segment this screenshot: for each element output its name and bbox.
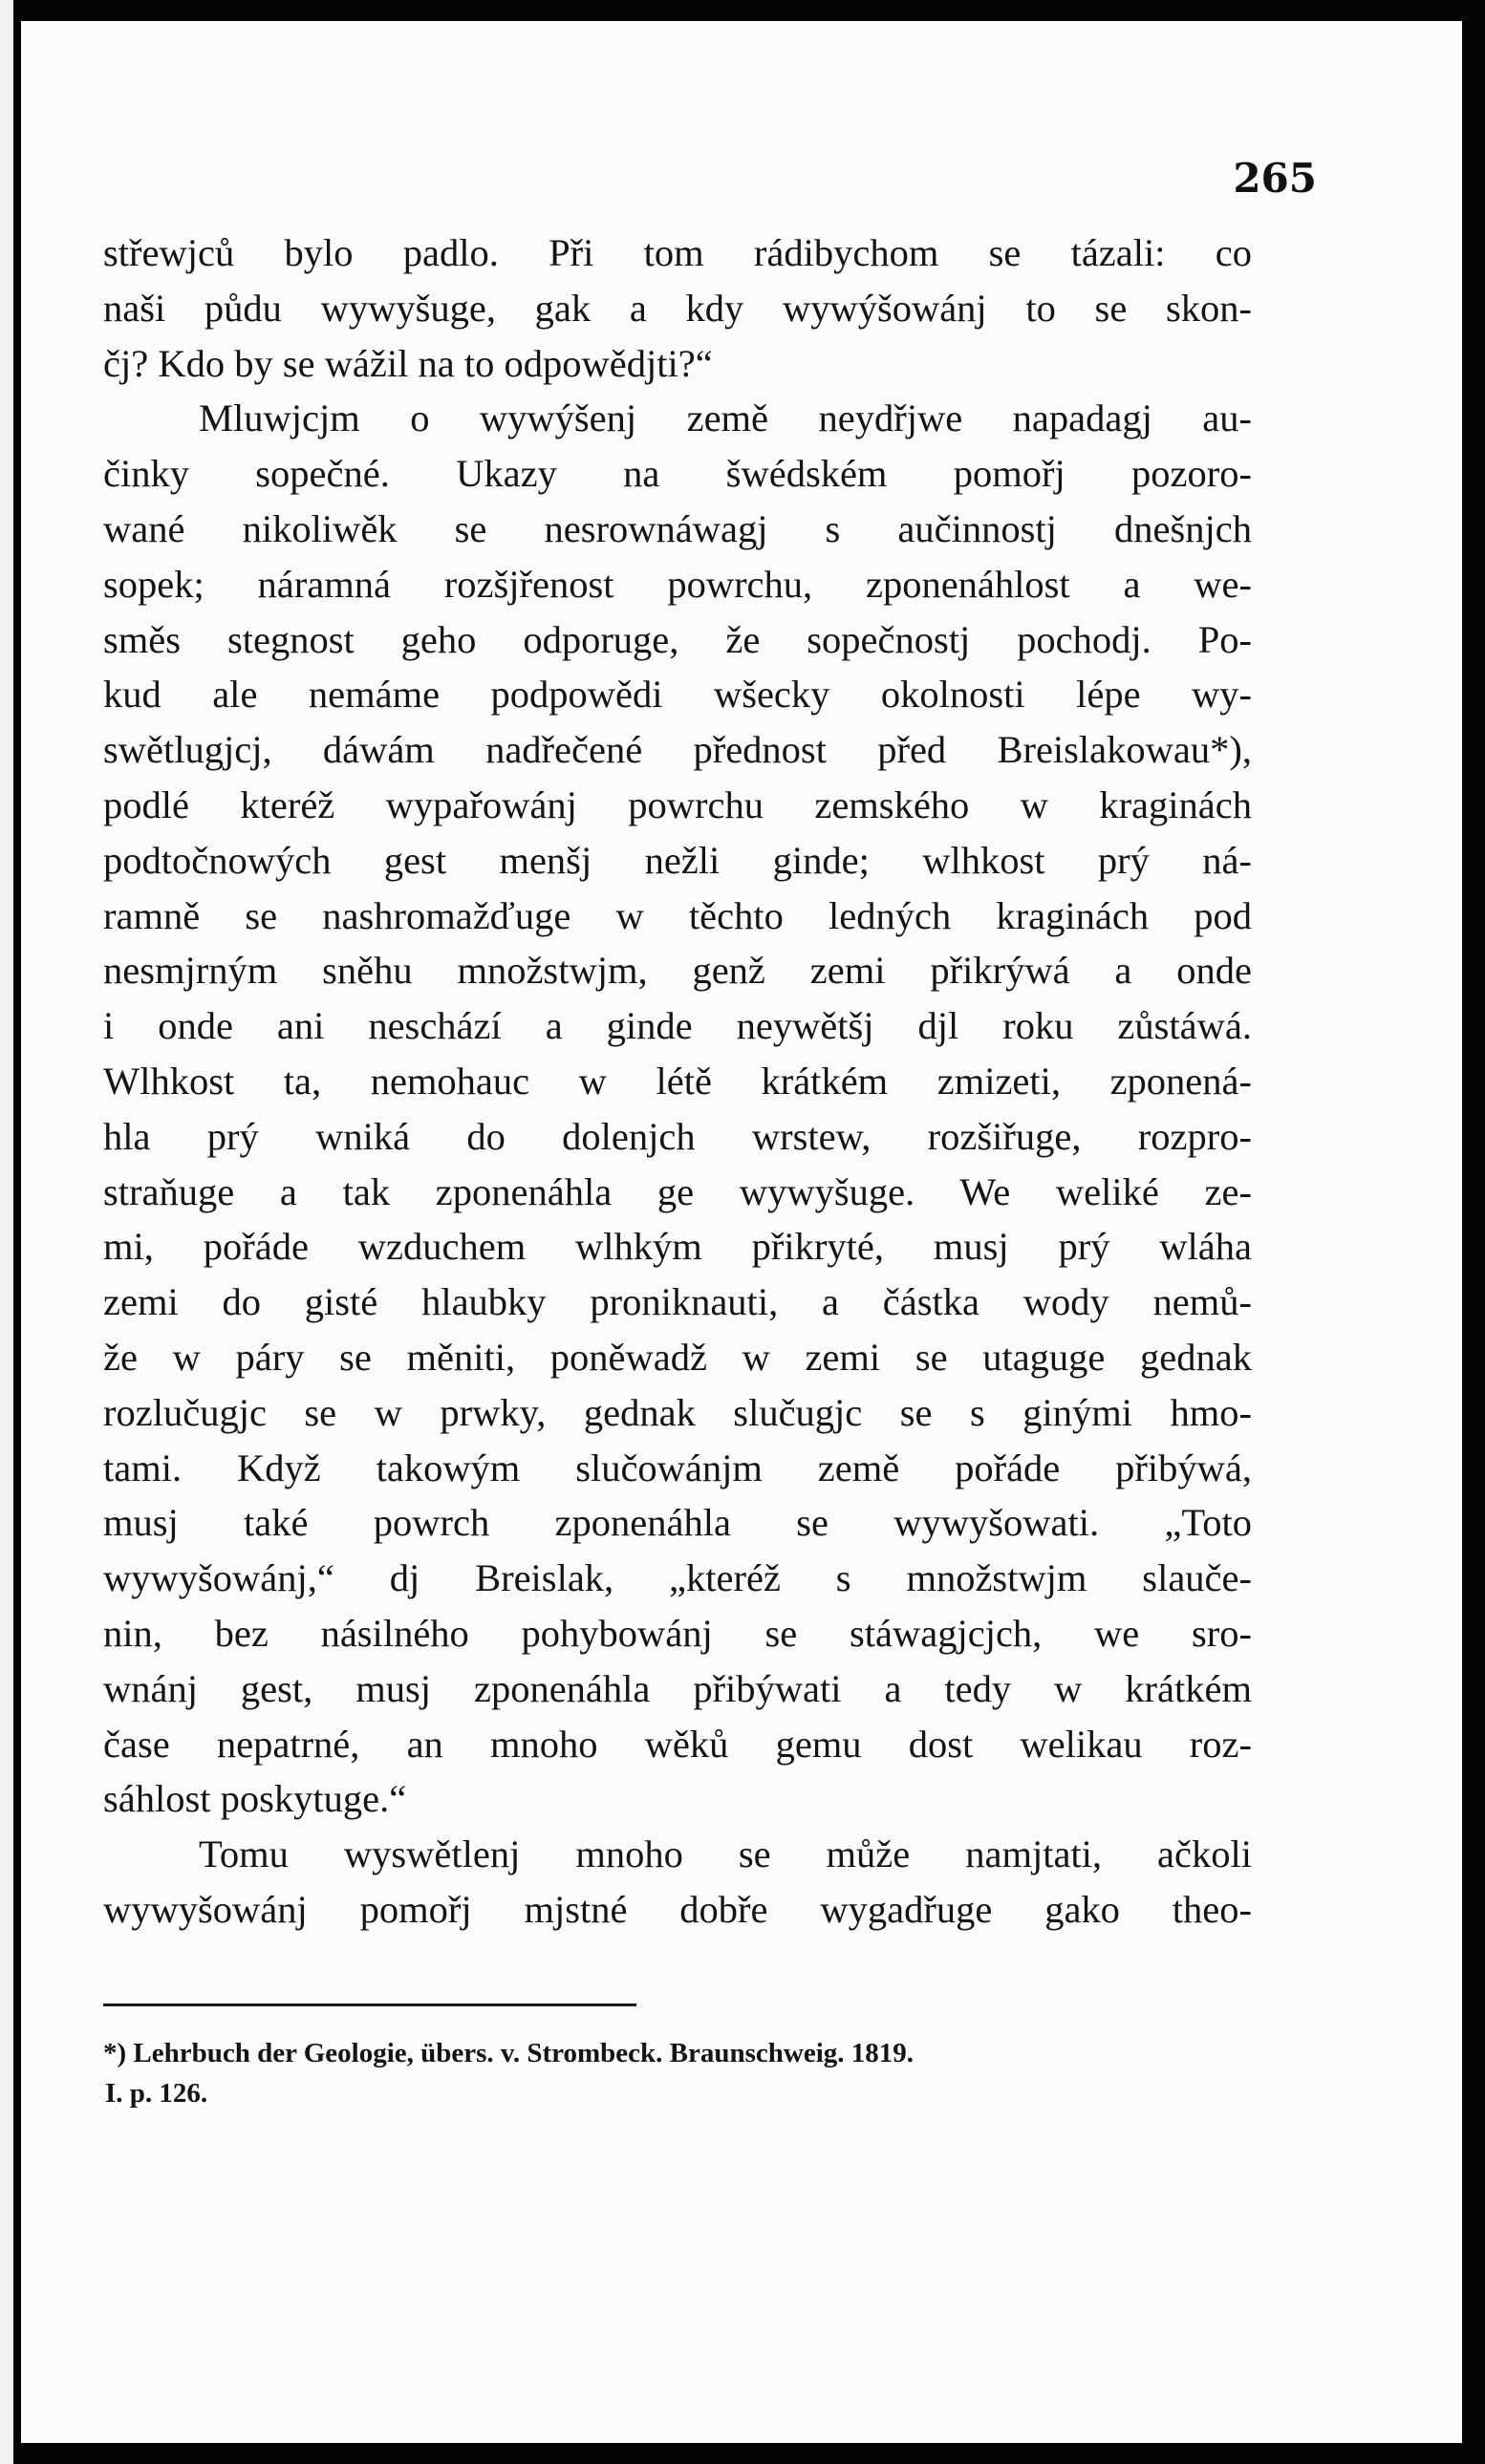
text-line: straňuge a tak zponenáhla ge wywyšuge. We weliké ze-: [103, 1169, 1252, 1213]
text-line: i onde ani neschází a ginde neywětšj djl roku zůstáwá.: [103, 1004, 1252, 1048]
text-line: činky sopečné. Ukazy na šwédském pomořj pozoro-: [103, 452, 1252, 496]
text-line: naši půdu wywyšuge, gak a kdy wywýšowánj to se skon-: [103, 286, 1252, 330]
text-line: ramně se nashromažďuge w těchto ledných kraginách pod: [103, 893, 1252, 937]
text-line: čase nepatrné, an mnoho wěků gemu dost welikau roz-: [103, 1722, 1252, 1766]
text-line: sopek; náramná rozšjřenost powrchu, zponenáhlost a we-: [103, 562, 1252, 606]
text-line: wané nikoliwěk se nesrownáwagj s aučinnostj dnešnjch: [103, 506, 1252, 550]
text-line: Wlhkost ta, nemohauc w létě krátkém zmizeti, zponená-: [103, 1059, 1252, 1103]
text-line: kud ale nemáme podpowědi wšecky okolnosti lépe wy-: [103, 673, 1252, 717]
text-line: směs stegnost geho odporuge, že sopečnostj pochodj. Po-: [103, 617, 1252, 661]
footnote-rule: [103, 2003, 636, 2006]
text-line: nesmjrným sněhu množstwjm, genž zemi přikrýwá a onde: [103, 949, 1252, 993]
text-line: tami. Když takowým slučowánjm země pořáde přibýwá,: [103, 1446, 1252, 1489]
text-line: wywyšowánj pomořj mjstné dobře wygadřuge gako theo-: [103, 1887, 1252, 1931]
text-line: střewjců bylo padlo. Při tom rádibychom se tázali: co: [103, 231, 1252, 274]
text-line: čj? Kdo by se wážil na to odpowědjti?“: [103, 341, 713, 385]
text-line: mi, pořáde wzduchem wlhkým přikryté, musj prý wláha: [103, 1225, 1252, 1269]
text-line: musj také powrch zponenáhla se wywyšowati. „Toto: [103, 1501, 1252, 1545]
text-line: zemi do gisté hlaubky proniknauti, a částka wody nemů-: [103, 1280, 1252, 1324]
text-line: Mluwjcjm o wywýšenj země neydřjwe napadagj au-: [199, 396, 1252, 440]
body-text: [103, 225, 1252, 1938]
text-line: nin, bez násilného pohybowánj se stáwagjcjch, we sro-: [103, 1611, 1252, 1655]
page-edge-strip: [0, 0, 13, 2464]
text-line: hla prý wniká do dolenjch wrstew, rozšiřuge, rozpro-: [103, 1114, 1252, 1158]
text-line: swětlugjcj, dáwám nadřečené přednost před Breislakowau*),: [103, 728, 1252, 772]
text-line: wnánj gest, musj zponenáhla přibýwati a tedy w krátkém: [103, 1666, 1252, 1710]
text-line: podtočnowých gest menšj nežli ginde; wlhkost prý ná-: [103, 838, 1252, 882]
footnote: [103, 2033, 1252, 2113]
page-number: 265: [1233, 155, 1317, 202]
footnote-line: I. p. 126.: [105, 2078, 208, 2109]
text-line: sáhlost poskytuge.“: [103, 1777, 407, 1821]
text-line: wywyšowánj,“ dj Breislak, „kteréž s množstwjm slauče-: [103, 1556, 1252, 1600]
text-line: podlé kteréž wypařowánj powrchu zemského w kraginách: [103, 782, 1252, 826]
text-line: Tomu wyswětlenj mnoho se může namjtati, ačkoli: [199, 1832, 1252, 1876]
footnote-line: *) Lehrbuch der Geologie, übers. v. Strombeck. Braunschweig. 1819.: [103, 2038, 914, 2068]
text-line: rozlučugjc se w prwky, gednak slučugjc se s ginými hmo-: [103, 1390, 1252, 1434]
text-line: že w páry se měniti, poněwadž w zemi se utaguge gednak: [103, 1335, 1252, 1379]
